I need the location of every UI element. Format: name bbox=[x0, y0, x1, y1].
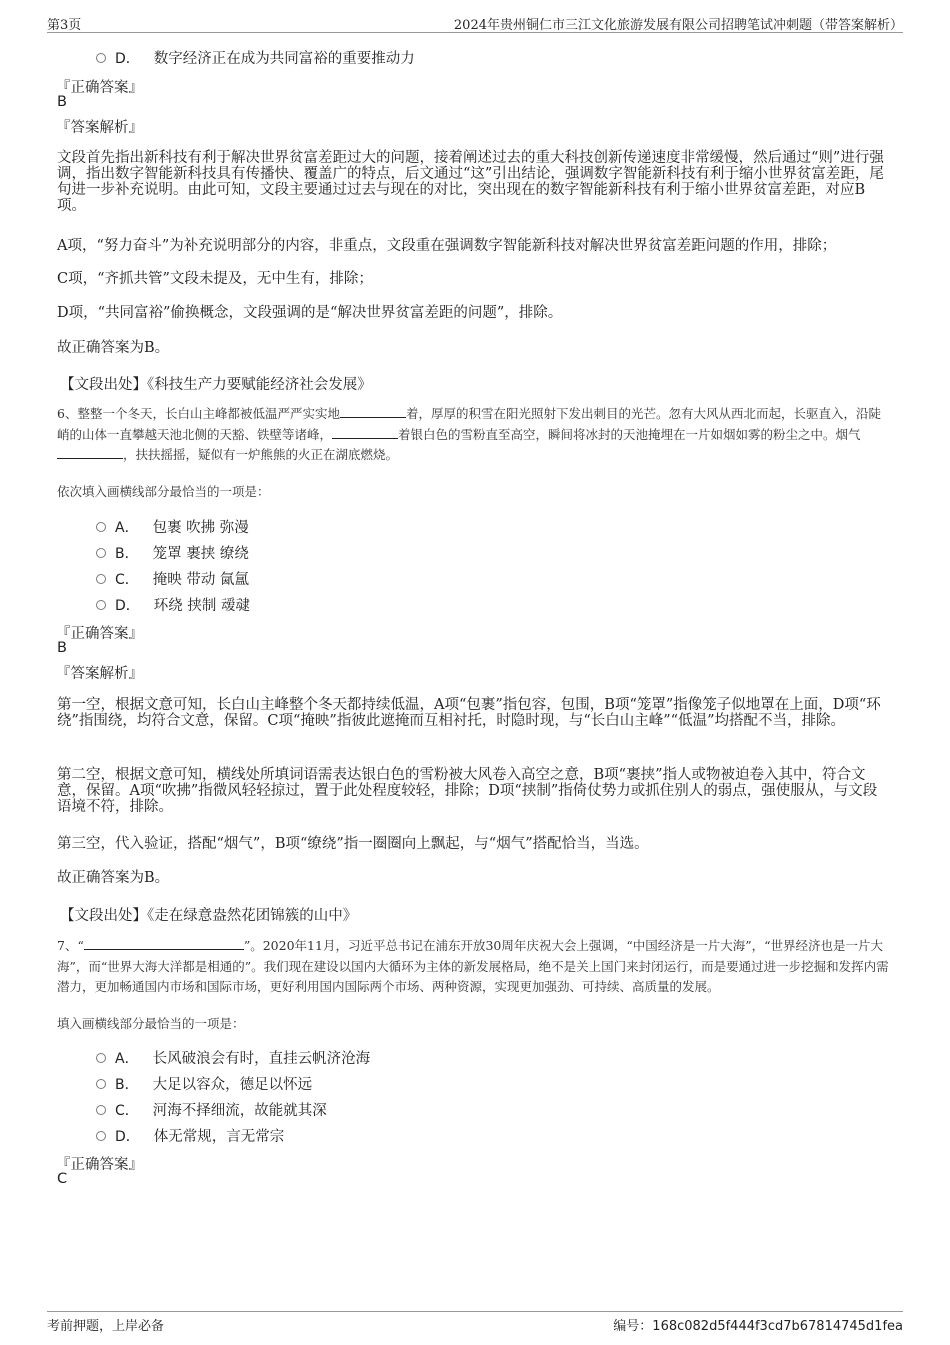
blank-line bbox=[84, 948, 244, 950]
q7-option-b[interactable]: B． 大足以容众，德足以怀远 bbox=[96, 1073, 312, 1094]
analysis-label: 『答案解析』 bbox=[56, 120, 143, 136]
q6-analysis-p4: 故正确答案为B。 bbox=[57, 870, 170, 886]
q7-option-c[interactable]: C． 河海不择细流，故能就其深 bbox=[96, 1099, 327, 1120]
q5-source: 【文段出处】《科技生产力要赋能经济社会发展》 bbox=[60, 377, 372, 393]
q6-option-d[interactable]: D． 环绕 挟制 叆叇 bbox=[96, 594, 250, 615]
correct-answer-label: 『正确答案』 bbox=[56, 626, 143, 642]
page-number: 第3页 bbox=[47, 18, 82, 33]
blank-line bbox=[57, 457, 123, 459]
footer-slogan: 考前押题，上岸必备 bbox=[47, 1319, 165, 1334]
q7-option-a[interactable]: A． 长风破浪会有时，直挂云帆济沧海 bbox=[96, 1047, 370, 1068]
radio-icon[interactable] bbox=[96, 548, 106, 558]
q5-analysis-p3: C项，“齐抓共管”文段未提及，无中生有，排除； bbox=[57, 271, 373, 287]
radio-icon[interactable] bbox=[96, 600, 106, 610]
radio-icon[interactable] bbox=[96, 53, 106, 63]
q5-analysis-p1: 文段首先指出新科技有利于解决世界贫富差距过大的问题，接着阐述过去的重大科技创新传递速度非常缓慢，然后通过“则”进行强调，指出数字智能新科技具有传播快、覆盖广的特点，后文通过“这”引出结论，强调数字智能新科技有利于缩小世界贫富差距，尾句进一步补充说明。由此可知，文段主要通过过去与现在的对比，突出现在的数字智能新科技有利于缩小世界贫富差距，对应B项。 bbox=[57, 150, 884, 214]
correct-answer-label: 『正确答案』 bbox=[56, 1157, 143, 1173]
document-code: 编号：168c082d5f444f3cd7b67814745d1fea bbox=[613, 1319, 903, 1334]
radio-icon[interactable] bbox=[96, 1053, 106, 1063]
radio-icon[interactable] bbox=[96, 1105, 106, 1115]
q6-analysis-p3: 第三空，代入验证，搭配“烟气”，B项“缭绕”指一圈圈向上飘起，与“烟气”搭配恰当，当选。 bbox=[57, 836, 649, 852]
page-header bbox=[47, 14, 903, 33]
correct-answer-label: 『正确答案』 bbox=[56, 80, 143, 96]
q5-analysis-p5: 故正确答案为B。 bbox=[57, 340, 170, 356]
blank-line bbox=[332, 437, 398, 439]
q5-analysis-p2: A项，“努力奋斗”为补充说明部分的内容，非重点，文段重在强调数字智能新科技对解决世界贫富差距问题的作用，排除； bbox=[57, 238, 837, 254]
radio-icon[interactable] bbox=[96, 574, 106, 584]
radio-icon[interactable] bbox=[96, 522, 106, 532]
q6-analysis-p1: 第一空，根据文意可知，长白山主峰整个冬天都持续低温，A项“包裹”指包容，包围，B项“笼罩”指像笼子似地罩在上面，D项“环绕”指围绕，均符合文意，保留。C项“掩映”指彼此遮掩而互相衬托，时隐时现，与“长白山主峰”“低温”均搭配不当，排除。 bbox=[57, 697, 881, 729]
q6-source: 【文段出处】《走在绿意盎然花团锦簇的山中》 bbox=[60, 908, 358, 924]
q6-option-a[interactable]: A． 包裹 吹拂 弥漫 bbox=[96, 516, 249, 537]
q6-analysis-p2: 第二空，根据文意可知，横线处所填词语需表达银白色的雪粉被大风卷入高空之意，B项“裹挟”指人或物被迫卷入其中，符合文意，保留。A项“吹拂”指微风轻轻掠过，置于此处程度较轻，排除；D项“挟制”指倚仗势力或抓住别人的弱点，强使服从，与文段语境不符，排除。 bbox=[57, 767, 878, 815]
q6-option-c[interactable]: C． 掩映 带动 氤氲 bbox=[96, 568, 249, 589]
q7-option-d[interactable]: D． 体无常规，言无常宗 bbox=[96, 1125, 284, 1146]
q6-stem: 6、整整一个冬天，长白山主峰都被低温严严实实地 着，厚厚的积雪在阳光照射下发出刺目的光芒。忽有大风从西北而起，长驱直入，沿陡峭的山体一直攀越天池北侧的天豁、铁壁等诸峰， 着银白色的雪粉直至高空，瞬间将冰封的天池掩埋在一片如烟如雾的粉尘之中。烟气，扶扶摇摇，疑似有一炉熊熊的火正在湖底燃烧。 bbox=[57, 406, 881, 462]
q7-stem: 7、“ ”。2020年11月，习近平总书记在浦东开放30周年庆祝大会上强调，“中国经济是一片大海”，“世界经济也是一片大海”，而“世界大海大洋都是相通的”。我们现在建设以国内大循环为主体的新发展格局，绝不是关上国门来封闭运行，而是要通过进一步挖掘和发挥内需潜力，更加畅通国内市场和国际市场，更好利用国内国际两个市场、两种资源，实现更加强劲、可持续、高质量的发展。 bbox=[57, 938, 889, 994]
q7-answer: C bbox=[57, 1171, 68, 1187]
q5-option-d[interactable]: D． 数字经济正在成为共同富裕的重要推动力 bbox=[96, 47, 415, 68]
radio-icon[interactable] bbox=[96, 1131, 106, 1141]
q5-answer: B bbox=[57, 94, 67, 110]
page-footer bbox=[47, 1311, 903, 1334]
q7-instruction: 填入画横线部分最恰当的一项是： bbox=[57, 1016, 245, 1031]
radio-icon[interactable] bbox=[96, 1079, 106, 1089]
analysis-label: 『答案解析』 bbox=[56, 666, 143, 682]
q5-analysis-p4: D项，“共同富裕”偷换概念，文段强调的是“解决世界贫富差距的问题”，排除。 bbox=[57, 305, 563, 321]
q6-option-b[interactable]: B． 笼罩 裹挟 缭绕 bbox=[96, 542, 249, 563]
document-title: 2024年贵州铜仁市三江文化旅游发展有限公司招聘笔试冲刺题（带答案解析） bbox=[453, 18, 903, 33]
blank-line bbox=[340, 416, 406, 418]
q6-instruction: 依次填入画横线部分最恰当的一项是： bbox=[57, 484, 270, 499]
q6-answer: B bbox=[57, 640, 67, 656]
